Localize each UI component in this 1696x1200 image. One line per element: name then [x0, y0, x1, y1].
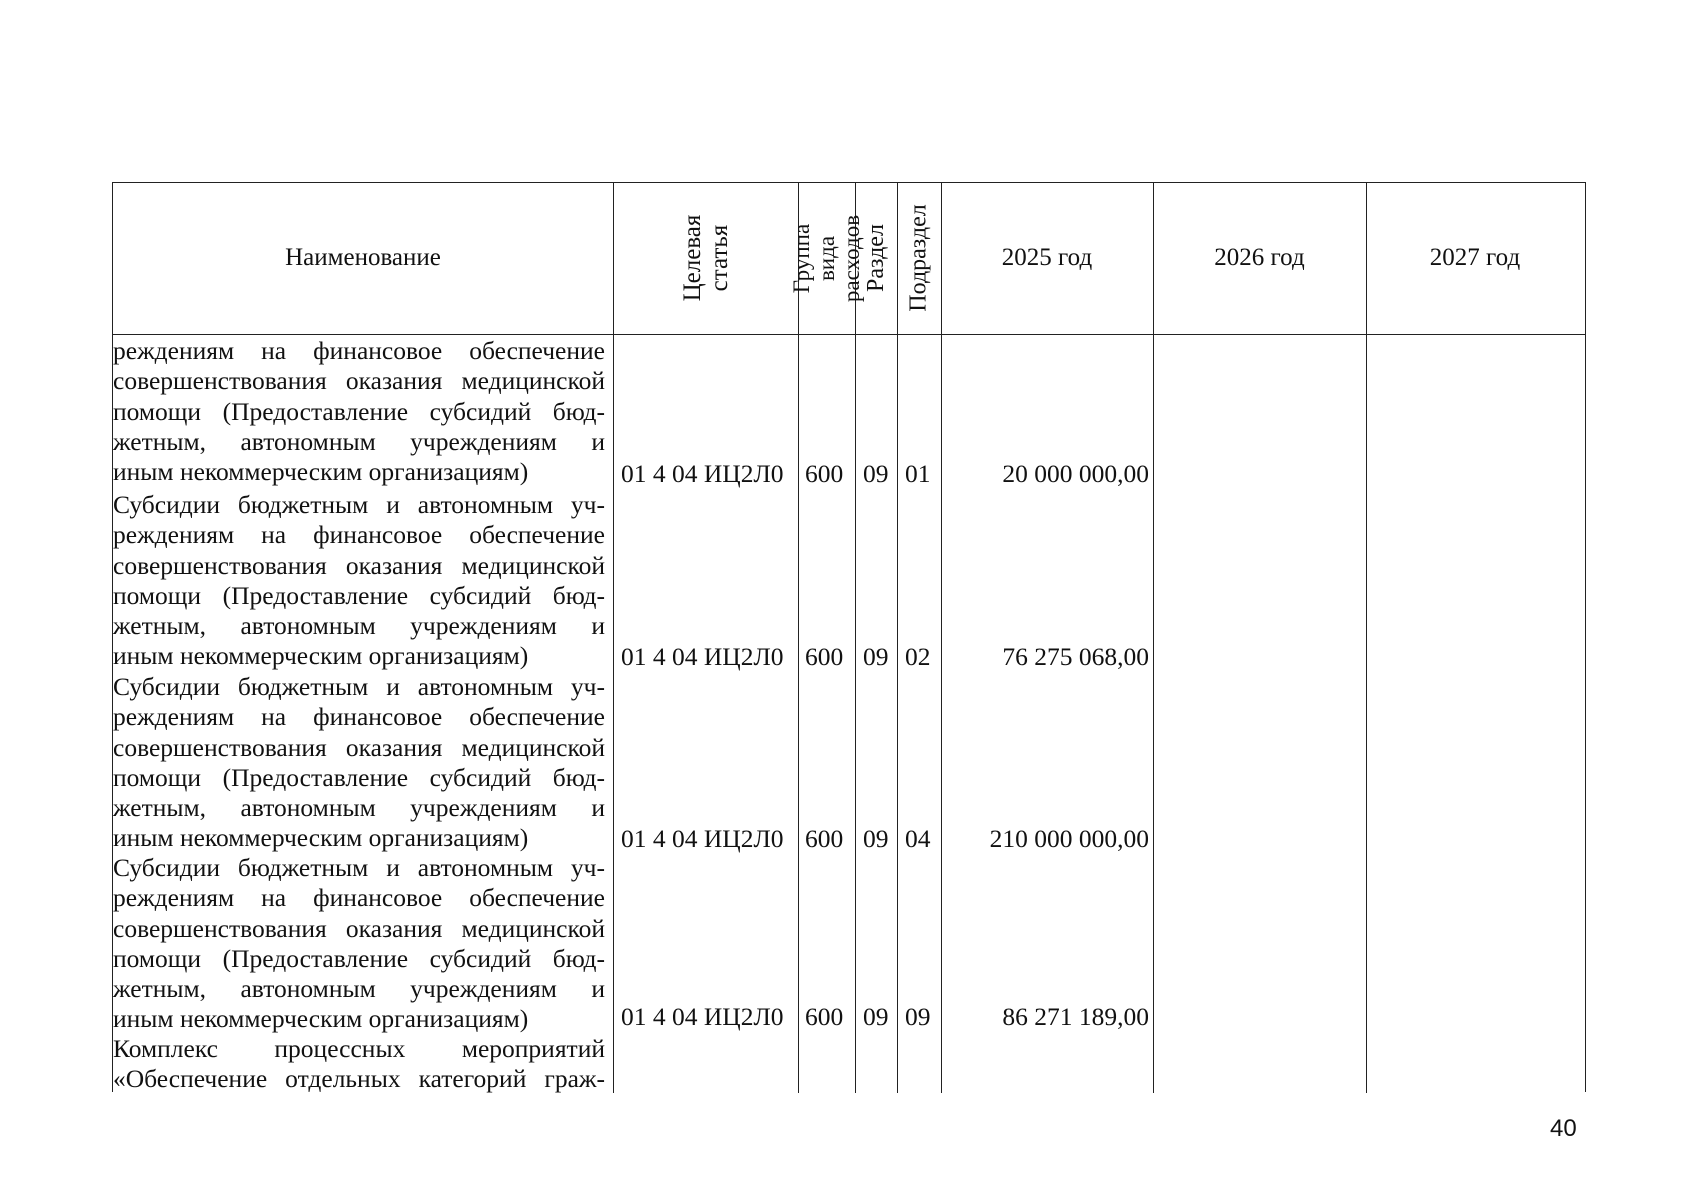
header-divider	[113, 334, 1585, 335]
header-2026: 2026 год	[1214, 244, 1305, 271]
name-line: совершенствования оказания медицинской	[113, 366, 605, 396]
section-cell: 09	[863, 459, 889, 488]
amount-2025-cell: 20 000 000,00	[1002, 459, 1149, 488]
name-line: совершенствования оказания медицинской	[113, 913, 605, 943]
name-line: иным некоммерческим организациям)	[113, 457, 529, 487]
name-line: Комплекс процессных мероприятий	[113, 1034, 605, 1063]
table-row-name	[113, 336, 605, 487]
name-line: реждениям на финансовое обеспечение	[113, 520, 605, 550]
name-line: помощи (Предоставление субсидий бюд-	[113, 396, 605, 426]
name-line: реждениям на финансовое обеспечение	[113, 883, 605, 913]
header-expense-group: Группа вида расходов	[789, 214, 865, 302]
name-line: иным некоммерческим организациям)	[113, 823, 529, 853]
budget-table	[112, 182, 1586, 1092]
table-row-name	[113, 1034, 605, 1095]
expense-group-cell: 600	[805, 1002, 844, 1031]
header-name: Наименование	[285, 244, 441, 271]
name-line: жетным, автономным учреждениям и	[113, 611, 605, 641]
name-line: совершенствования оказания медицинской	[113, 550, 605, 580]
amount-2025-cell: 76 275 068,00	[1002, 642, 1149, 671]
section-cell: 09	[863, 642, 889, 671]
name-line: иным некоммерческим организациям)	[113, 641, 529, 671]
header-section: Раздел	[863, 224, 890, 292]
name-line: реждениям на финансовое обеспечение	[113, 336, 605, 365]
amount-2025-cell: 86 271 189,00	[1002, 1002, 1149, 1031]
name-line: Субсидии бюджетным и автономным уч-	[113, 490, 605, 519]
page-number: 40	[1550, 1115, 1577, 1142]
name-line: помощи (Предоставление субсидий бюд-	[113, 580, 605, 610]
expense-group-cell: 600	[805, 459, 844, 488]
name-line: Субсидии бюджетным и автономным уч-	[113, 672, 605, 701]
target-article-cell: 01 4 04 ИЦ2Л0	[621, 1002, 784, 1031]
subsection-cell: 02	[905, 642, 931, 671]
table-row-name	[113, 672, 605, 854]
name-line: реждениям на финансовое обеспечение	[113, 702, 605, 732]
subsection-cell: 09	[905, 1002, 931, 1031]
name-line: совершенствования оказания медицинской	[113, 732, 605, 762]
section-cell: 09	[863, 824, 889, 853]
name-line: жетным, автономным учреждениям и	[113, 426, 605, 456]
name-line: жетным, автономным учреждениям и	[113, 793, 605, 823]
subsection-cell: 04	[905, 824, 931, 853]
name-line: Субсидии бюджетным и автономным уч-	[113, 853, 605, 882]
header-target-article: Целевая статья	[678, 214, 733, 302]
expense-group-cell: 600	[805, 824, 844, 853]
target-article-cell: 01 4 04 ИЦ2Л0	[621, 459, 784, 488]
name-line: помощи (Предоставление субсидий бюд-	[113, 762, 605, 792]
name-line: помощи (Предоставление субсидий бюд-	[113, 943, 605, 973]
header-2027: 2027 год	[1429, 244, 1521, 271]
target-article-cell: 01 4 04 ИЦ2Л0	[621, 642, 784, 671]
name-line: «Обеспечение отдельных категорий граж-	[113, 1064, 605, 1094]
table-row-name	[113, 853, 605, 1035]
header-subsection: Подраздел	[906, 204, 933, 312]
expense-group-cell: 600	[805, 642, 844, 671]
name-line: жетным, автономным учреждениям и	[113, 974, 605, 1004]
name-line: иным некоммерческим организациям)	[113, 1004, 529, 1034]
amount-2025-cell: 210 000 000,00	[989, 824, 1149, 853]
target-article-cell: 01 4 04 ИЦ2Л0	[621, 824, 784, 853]
section-cell: 09	[863, 1002, 889, 1031]
table-row-name	[113, 490, 605, 672]
header-2025: 2025 год	[1001, 244, 1093, 271]
subsection-cell: 01	[905, 459, 931, 488]
